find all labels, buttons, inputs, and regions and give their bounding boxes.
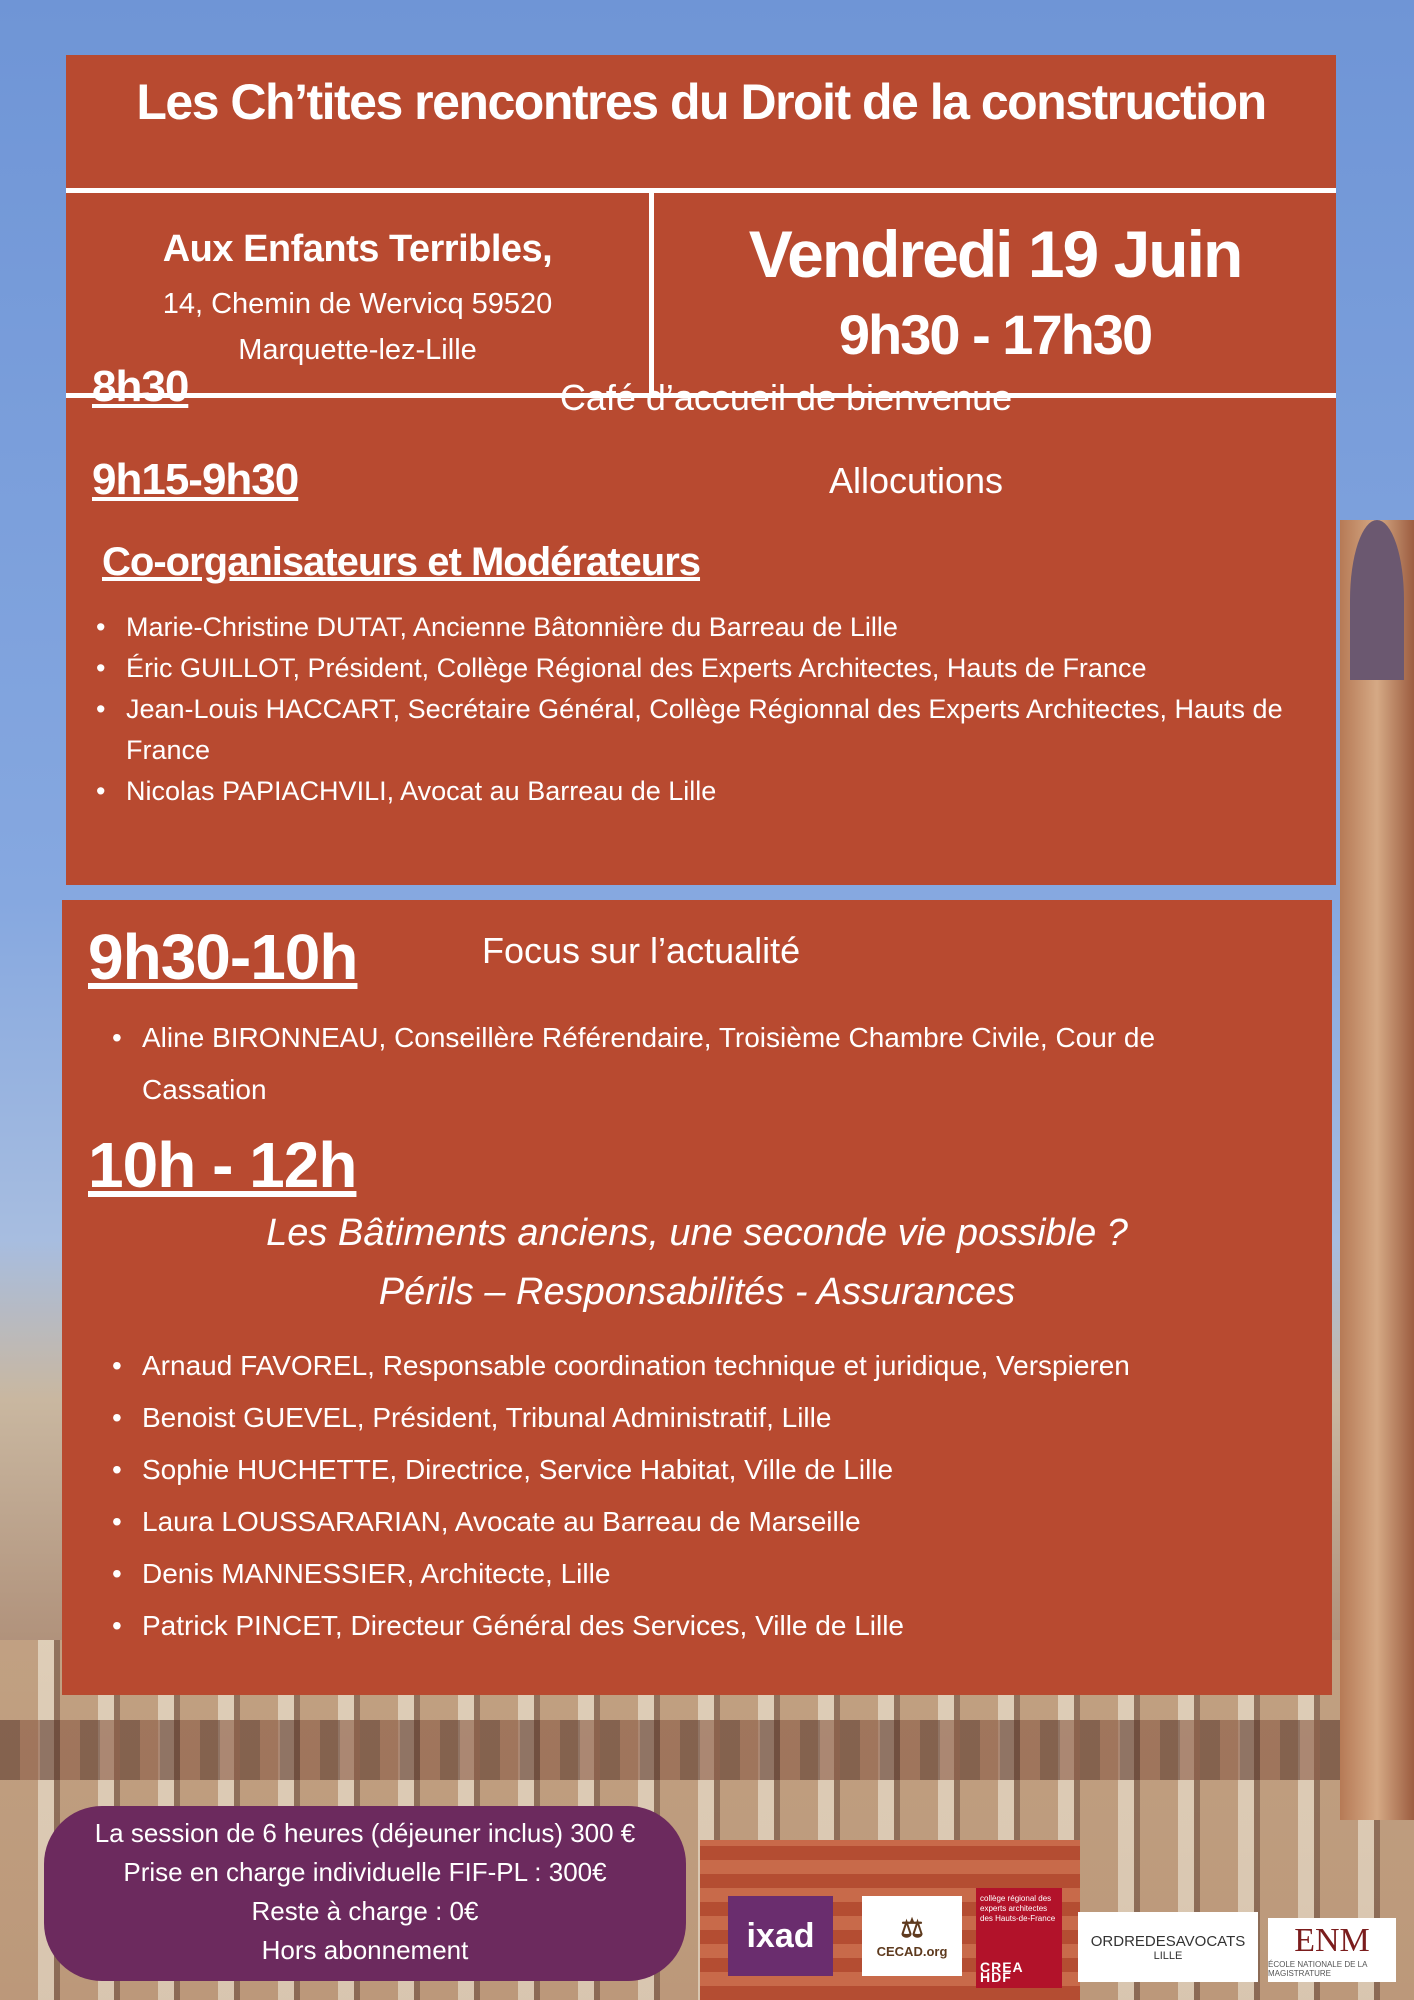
session-subtitle: Les Bâtiments anciens, une seconde vie possible ? xyxy=(266,1212,1128,1254)
slot-time: 9h15-9h30 xyxy=(92,455,299,504)
ixad-logo-text: ixad xyxy=(746,1916,815,1955)
slot-label: Café d’accueil de bienvenue xyxy=(559,377,1013,418)
list-item: • Denis MANNESSIER, Architecte, Lille xyxy=(106,1548,1326,1600)
background-roofline xyxy=(0,1720,1414,1780)
divider xyxy=(66,188,1336,193)
slot-time: 8h30 xyxy=(92,362,189,411)
list-item: • Patrick PINCET, Directeur Général des Services, Ville de Lille xyxy=(106,1600,1326,1652)
cecad-logo xyxy=(862,1896,962,1976)
batiments-speakers-list xyxy=(106,1340,1326,1652)
address-line: 14, Chemin de Wervicq 59520 xyxy=(162,288,553,320)
ordre-logo-subtext: LILLE xyxy=(1153,1949,1183,1962)
crea-logo-subtext: collège régional des experts architectes des Hauts-de-France xyxy=(980,1894,1056,1923)
slot-label: Focus sur l’actualité xyxy=(482,930,801,971)
list-item: • Laura LOUSSARARIAN, Avocate au Barreau de Marseille xyxy=(106,1496,1326,1548)
title-bar xyxy=(66,55,1336,193)
venue-block xyxy=(66,198,649,373)
coorganizers-heading: Co-organisateurs et Modérateurs xyxy=(102,540,701,584)
pricing-line: La session de 6 heures (déjeuner inclus) 300 € xyxy=(94,1818,636,1848)
enm-logo-text: ENM xyxy=(1294,1922,1370,1959)
scales-icon: ⚖ xyxy=(900,1913,924,1943)
program-top-panel xyxy=(66,55,1336,885)
list-item: • Aline BIRONNEAU, Conseillère Référendaire, Troisième Chambre Civile, Cour de Cassation xyxy=(106,1012,1286,1116)
crea-logo-text: CREA HDF xyxy=(980,1959,1024,1985)
list-item: • Sophie HUCHETTE, Directrice, Service Habitat, Ville de Lille xyxy=(106,1444,1326,1496)
venue-address xyxy=(66,281,649,373)
slot-time: 10h - 12h xyxy=(88,1129,357,1201)
pricing-box xyxy=(44,1806,686,1981)
enm-logo xyxy=(1268,1918,1396,1982)
crea-logo xyxy=(976,1888,1062,1988)
list-item: • Éric GUILLOT, Président, Collège Régional des Experts Architectes, Hauts de France xyxy=(90,648,1330,689)
address-line: Marquette-lez-Lille xyxy=(238,334,477,366)
slot-time: 9h30-10h xyxy=(88,921,358,993)
event-date: Vendredi 19 Juin xyxy=(748,217,1242,291)
event-title: Les Ch’tites rencontres du Droit de la construction xyxy=(136,74,1266,130)
session-subtitle: Périls – Responsabilités - Assurances xyxy=(378,1271,1016,1313)
background-belfry-dome xyxy=(1350,520,1404,680)
coorganizers-list xyxy=(90,607,1330,812)
slot-label: Allocutions xyxy=(828,460,1004,501)
pricing-line: Reste à charge : 0€ xyxy=(251,1896,479,1926)
date-block xyxy=(654,198,1336,367)
list-item: • Jean-Louis HACCART, Secrétaire Général, Collège Régionnal des Experts Architectes, Hauts de France xyxy=(90,689,1330,771)
pricing-line: Prise en charge individuelle FIF-PL : 300€ xyxy=(123,1857,607,1887)
pricing-line: Hors abonnement xyxy=(261,1935,469,1965)
venue-name: Aux Enfants Terribles, xyxy=(162,228,553,270)
cecad-logo-text: CECAD.org xyxy=(876,1944,948,1959)
enm-logo-subtext: ÉCOLE NATIONALE DE LA MAGISTRATURE xyxy=(1268,1960,1367,1978)
ordre-logo-text: ORDREDESAVOCATS xyxy=(1090,1932,1246,1950)
ordre-avocats-logo xyxy=(1078,1912,1258,1982)
list-item: • Arnaud FAVOREL, Responsable coordination technique et juridique, Verspieren xyxy=(106,1340,1326,1392)
list-item: • Benoist GUEVEL, Président, Tribunal Administratif, Lille xyxy=(106,1392,1326,1444)
focus-speakers-list xyxy=(106,1012,1286,1116)
program-bottom-panel xyxy=(62,900,1332,1695)
background-belfry xyxy=(1340,520,1414,1820)
ixad-logo xyxy=(728,1896,833,1976)
list-item: • Marie-Christine DUTAT, Ancienne Bâtonnière du Barreau de Lille xyxy=(90,607,1330,648)
list-item: • Nicolas PAPIACHVILI, Avocat au Barreau de Lille xyxy=(90,771,1330,812)
event-hours: 9h30 - 17h30 xyxy=(838,303,1152,366)
